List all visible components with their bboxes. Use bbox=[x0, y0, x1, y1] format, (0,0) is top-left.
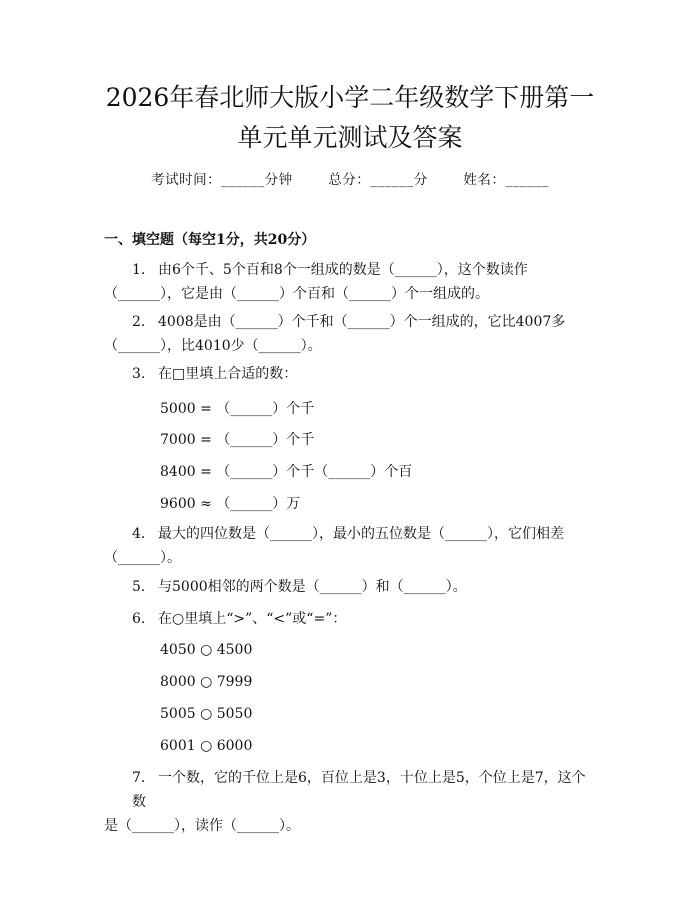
question-number: 2. bbox=[132, 314, 146, 330]
question-number: 3. bbox=[132, 366, 146, 382]
q6-item: 8000 ○ 7999 bbox=[160, 674, 253, 690]
exam-info bbox=[0, 168, 700, 188]
question-number: 5. bbox=[132, 579, 146, 595]
total-score-field: 总分：______分 bbox=[328, 172, 428, 188]
question-number: 6. bbox=[132, 611, 146, 627]
question-text: 在□里填上合适的数： bbox=[158, 366, 298, 382]
q6-item: 5005 ○ 5050 bbox=[160, 706, 253, 722]
question-2 bbox=[104, 310, 596, 358]
title-line-1: 2026年春北师大版小学二年级数学下册第一 bbox=[105, 83, 595, 112]
question-4 bbox=[104, 522, 596, 570]
exam-time-field: 考试时间：______分钟 bbox=[151, 172, 293, 188]
question-text: 与5000相邻的两个数是（______）和（______）。 bbox=[158, 579, 467, 595]
question-text: 一个数，它的千位上是6，百位上是3，十位上是5，个位上是7，这个数 bbox=[132, 770, 586, 810]
section-heading-fill-in: 一、填空题（每空1分，共20分） bbox=[104, 232, 316, 248]
question-5 bbox=[104, 575, 596, 599]
question-text: 4008是由（______）个千和（______）个一组成的，它比4007多 bbox=[158, 314, 566, 330]
page-title bbox=[60, 78, 640, 158]
question-text-continued: 是（______），读作（______）。 bbox=[104, 818, 300, 834]
question-text-continued: （______），它是由（______）个百和（______）个一组成的。 bbox=[104, 286, 489, 302]
question-text: 最大的四位数是（______），最小的五位数是（______），它们相差 bbox=[158, 526, 564, 542]
question-3 bbox=[104, 362, 596, 386]
question-7 bbox=[104, 766, 596, 838]
student-name-field: 姓名：______ bbox=[463, 172, 549, 188]
q3-item: 9600 ≈ （______）万 bbox=[160, 496, 301, 512]
question-6 bbox=[104, 607, 596, 631]
question-number: 4. bbox=[132, 526, 146, 542]
question-1 bbox=[104, 258, 596, 306]
question-text-continued: （______），比4010少（______）。 bbox=[104, 338, 322, 354]
q3-item: 8400 = （______）个千（______）个百 bbox=[160, 464, 413, 480]
title-line-2: 单元单元测试及答案 bbox=[237, 123, 463, 152]
q6-item: 6001 ○ 6000 bbox=[160, 738, 253, 754]
question-text: 在○里填上“>”、“<”或“=”： bbox=[158, 611, 347, 627]
question-text: 由6个千、5个百和8个一组成的数是（______），这个数读作 bbox=[158, 262, 528, 278]
question-text-continued: （______）。 bbox=[104, 550, 181, 566]
q3-item: 5000 = （______）个千 bbox=[160, 401, 315, 417]
question-number: 7. bbox=[132, 770, 146, 786]
q3-item: 7000 = （______）个千 bbox=[160, 432, 315, 448]
q6-item: 4050 ○ 4500 bbox=[160, 642, 253, 658]
question-number: 1. bbox=[132, 262, 146, 278]
